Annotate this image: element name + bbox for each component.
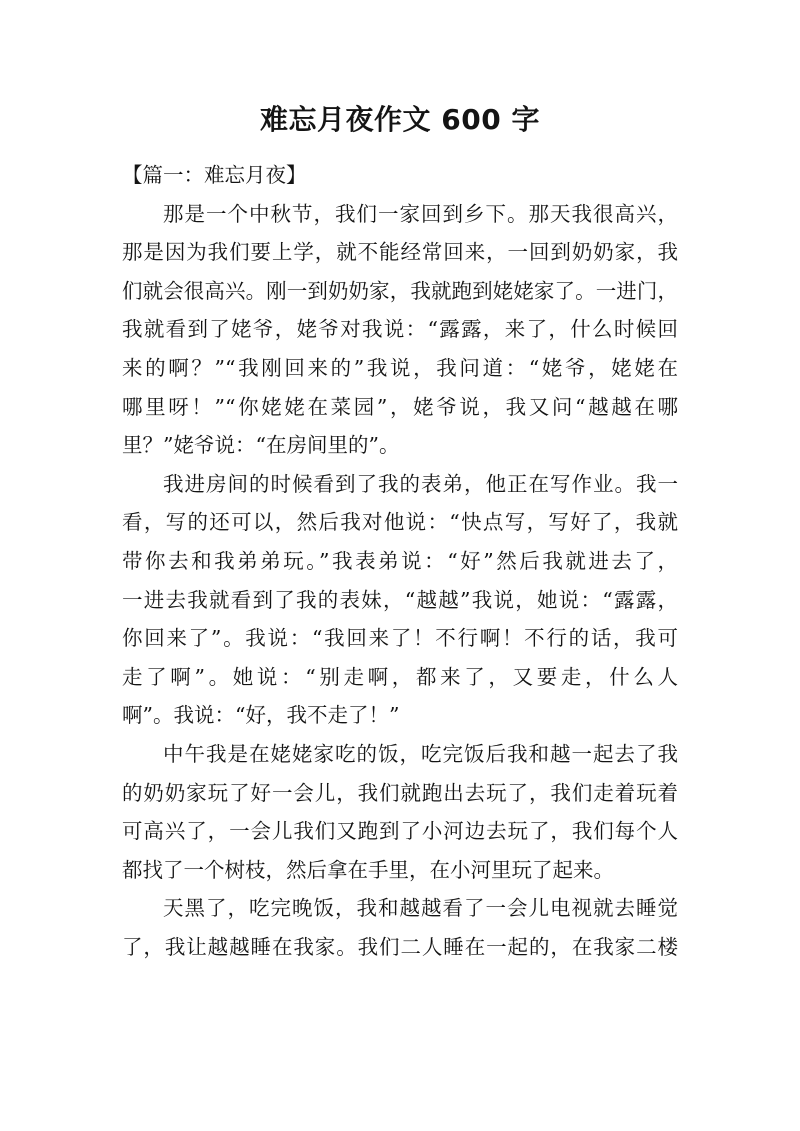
text-line: 那是一个中秋节，我们一家回到乡下。那天我很高兴， xyxy=(163,201,678,226)
text-line: 看，写的还可以，然后我对他说：“快点写，写好了，我就 xyxy=(122,510,678,535)
text-line: 那是因为我们要上学，就不能经常回来，一回到奶奶家，我 xyxy=(122,240,678,265)
text-line: 了，我让越越睡在我家。我们二人睡在一起的，在我家二楼 xyxy=(122,934,678,959)
text-line: 我进房间的时候看到了我的表弟，他正在写作业。我一 xyxy=(163,471,678,496)
section-heading: 【篇一：难忘月夜】 xyxy=(122,163,307,187)
text-line: 们就会很高兴。刚一到奶奶家，我就跑到姥姥家了。一进门， xyxy=(122,278,678,303)
text-line: 我就看到了姥爷，姥爷对我说：“露露，来了，什么时候回 xyxy=(122,317,678,342)
paragraph xyxy=(122,735,678,889)
document-body xyxy=(122,156,678,966)
text-line: 一进去我就看到了我的表妹，“越越”我说，她说：“露露， xyxy=(122,587,678,612)
document-title: 难忘月夜作文 600 字 xyxy=(260,103,540,136)
text-line: 可高兴了，一会儿我们又跑到了小河边去玩了，我们每个人 xyxy=(122,819,678,844)
text-line: 带你去和我弟弟玩。”我表弟说：“好”然后我就进去了， xyxy=(122,548,678,573)
text-line: 都找了一个树枝，然后拿在手里，在小河里玩了起来。 xyxy=(122,857,614,882)
text-line: 来的啊？”“我刚回来的”我说，我问道：“姥爷，姥姥在 xyxy=(122,355,678,380)
paragraph xyxy=(122,195,678,465)
text-line: 天黑了，吃完晚饭，我和越越看了一会儿电视就去睡觉 xyxy=(163,896,678,921)
text-line: 哪里呀！”“你姥姥在菜园”，姥爷说，我又问“越越在哪 xyxy=(122,394,678,419)
text-line: 里？”姥爷说：“在房间里的”。 xyxy=(122,433,400,458)
text-line: 你回来了”。我说：“我回来了！不行啊！不行的话，我可 xyxy=(122,626,678,651)
paragraph xyxy=(122,889,678,966)
paragraph xyxy=(122,465,678,735)
text-line: 啊”。我说：“好，我不走了！” xyxy=(122,703,400,728)
text-line: 中午我是在姥姥家吃的饭，吃完饭后我和越一起去了我 xyxy=(163,741,678,766)
text-line: 走了啊”。她说：“别走啊，都来了，又要走，什么人 xyxy=(122,664,678,689)
text-line: 的奶奶家玩了好一会儿，我们就跑出去玩了，我们走着玩着 xyxy=(122,780,678,805)
paragraph-list xyxy=(122,195,678,967)
